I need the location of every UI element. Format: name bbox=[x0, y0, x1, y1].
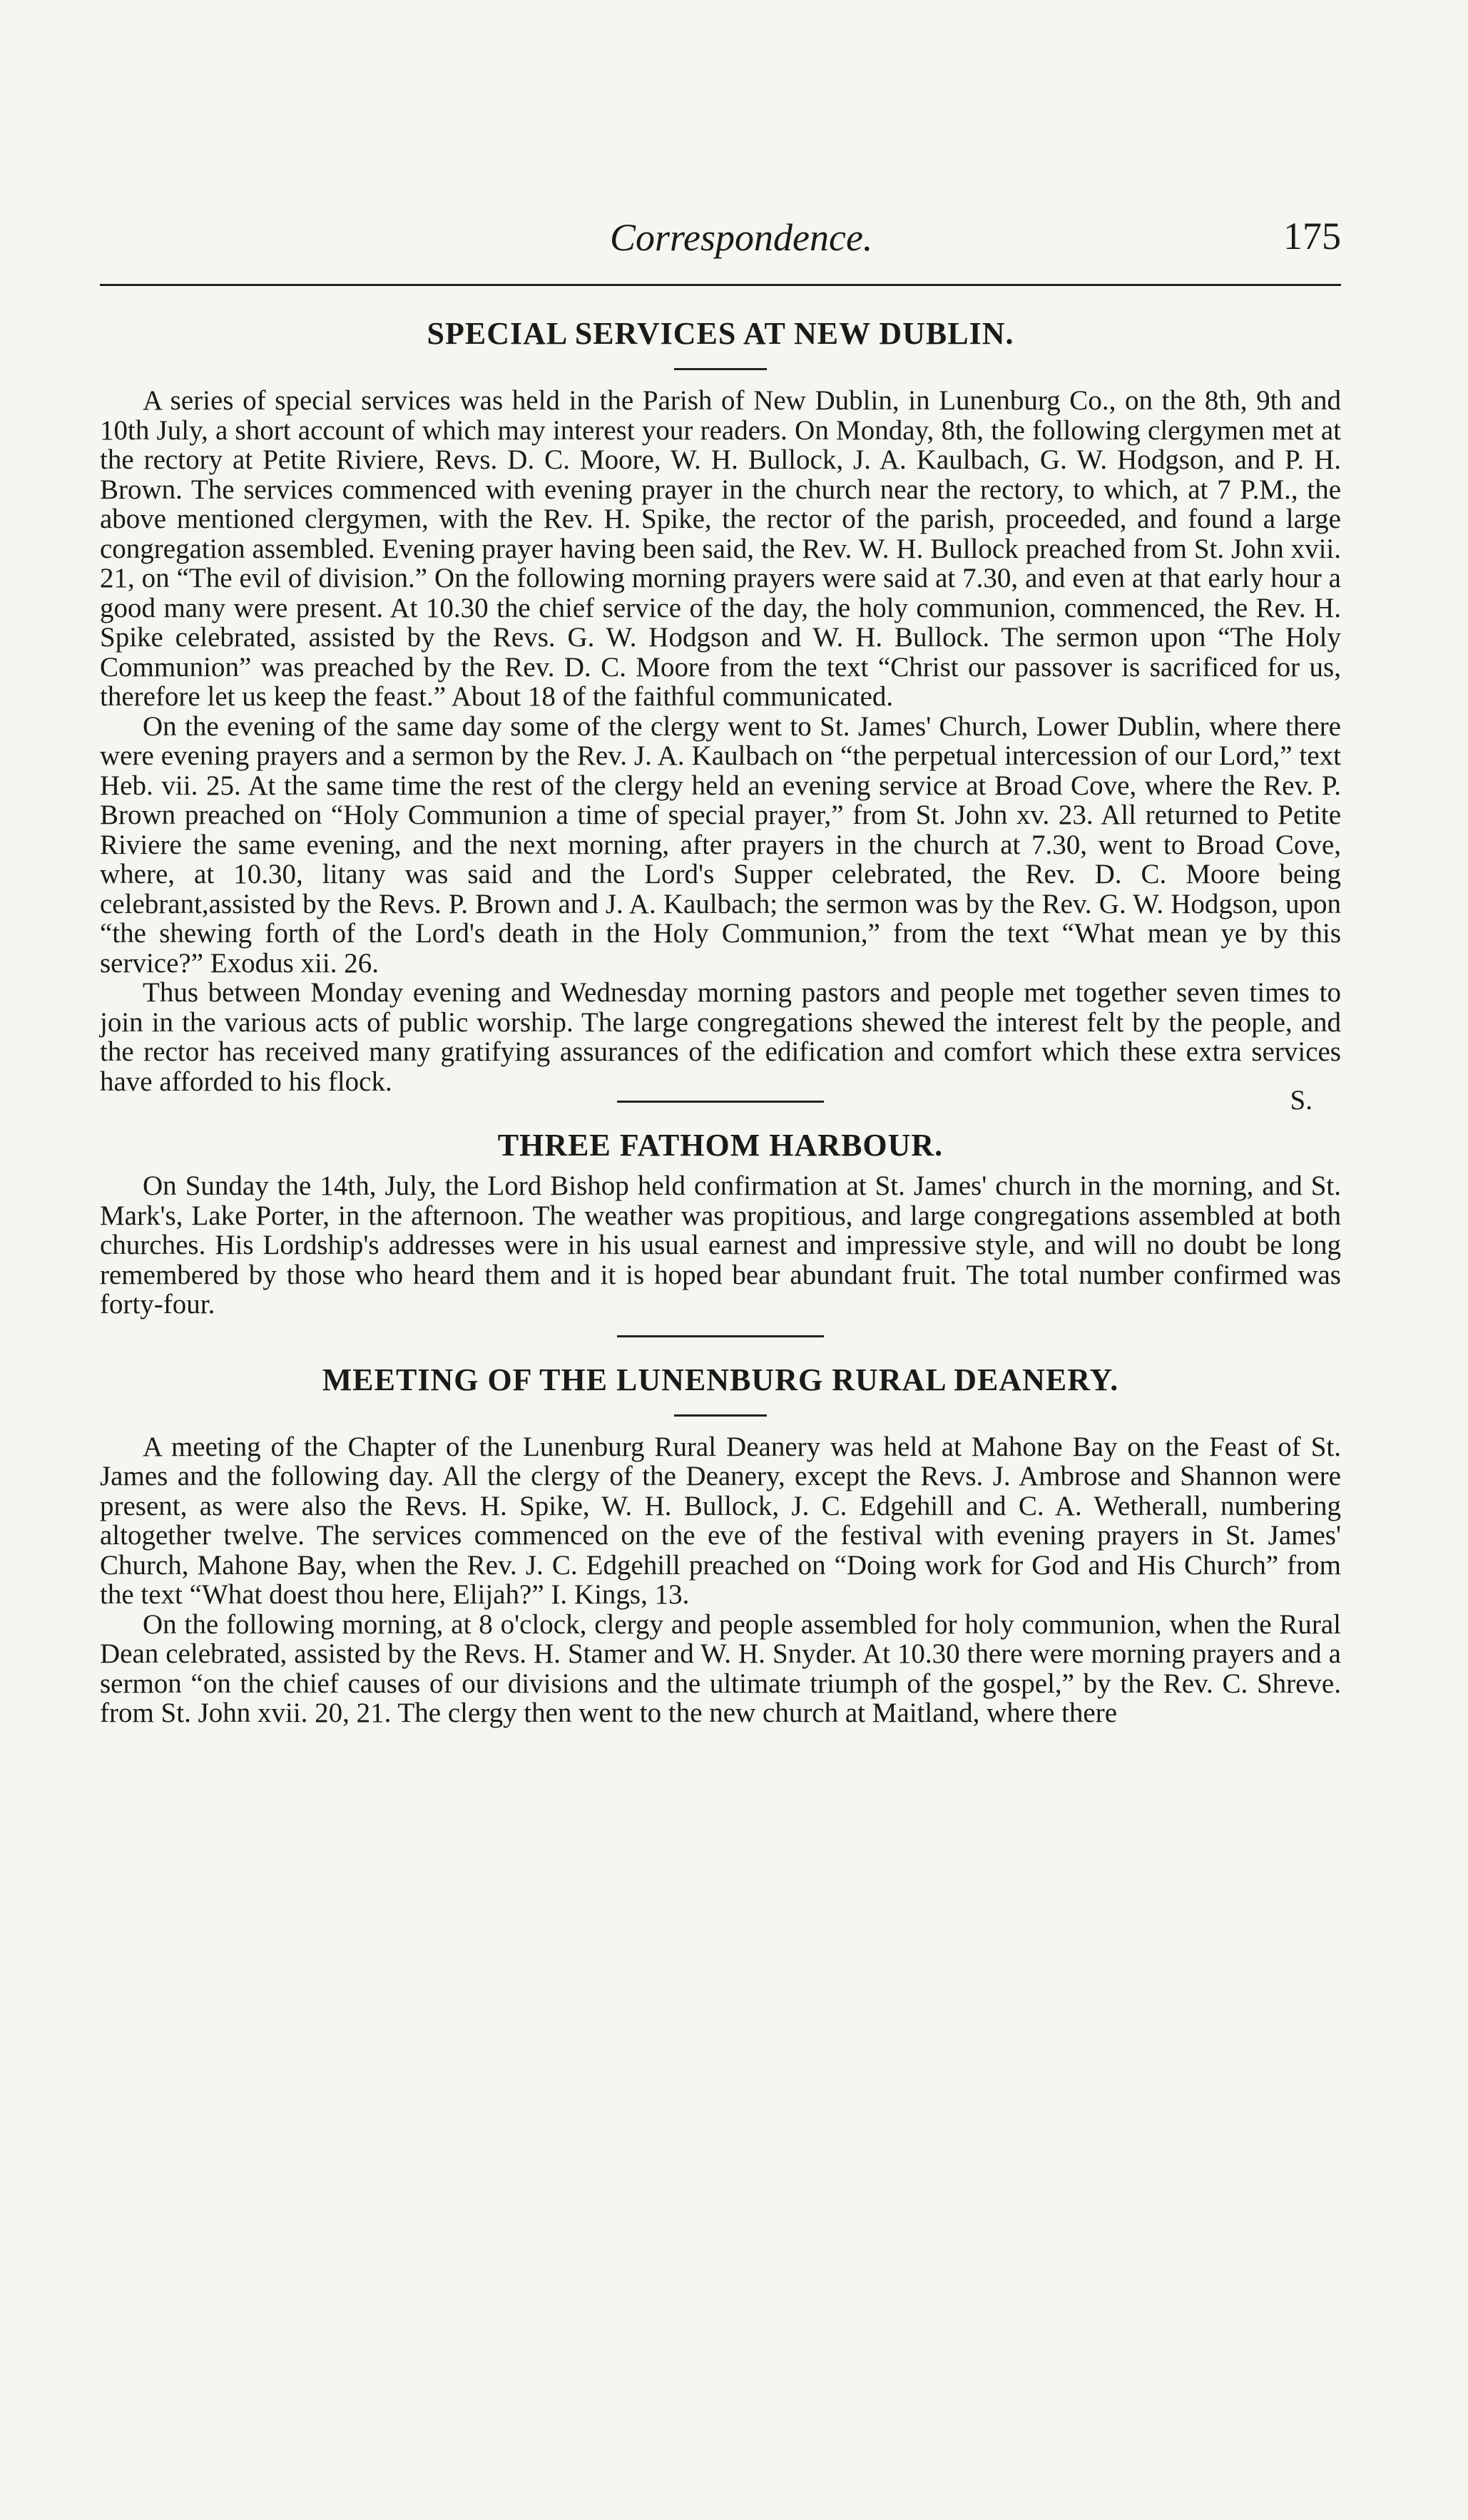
header-rule bbox=[100, 284, 1341, 286]
section-rural-deanery bbox=[100, 1359, 1341, 1728]
section-heading: THREE FATHOM HARBOUR. bbox=[497, 1128, 944, 1163]
section-heading: SPECIAL SERVICES AT NEW DUBLIN. bbox=[427, 316, 1014, 351]
heading-rule bbox=[674, 368, 767, 370]
section-heading: MEETING OF THE LUNENBURG RURAL DEANERY. bbox=[322, 1362, 1119, 1397]
section-three-fathom-harbour bbox=[100, 1124, 1341, 1320]
signature: S. bbox=[1290, 1085, 1312, 1116]
paragraph: A series of special services was held in the Parish of New Dublin, in Lunenburg Co., on the 8th, 9th and 10th July, a short account of which may interest your readers. On Monday, 8th, the following clergymen met at the rectory at Petite Riviere, Revs. D. C. Moore, W. H. Bullock, J. A. Kaulbach, G. W. Hodgson, and P. H. Brown. The services commenced with evening prayer in the church near the rectory, to which, at 7 P.M., the above mentioned clergymen, with the Rev. H. Spike, the rector of the parish, proceeded, and found a large congregation assembled. Evening prayer having been said, the Rev. W. H. Bullock preached from St. John xvii. 21, on “The evil of division.” On the following morning prayers were said at 7.30, and even at that early hour a good many were present. At 10.30 the chief service of the day, the holy communion, commenced, the Rev. H. Spike celebrated, assisted by the Revs. G. W. Hodgson and W. H. Bullock. The sermon upon “The Holy Communion” was preached by the Rev. D. C. Moore from the text “Christ our passover is sacrificed for us, therefore let us keep the feast.” About 18 of the faithful communicated. bbox=[100, 385, 1341, 712]
paragraph: On the following morning, at 8 o'clock, clergy and people assembled for holy communion, when the Rural Dean celebrated, assisted by the Revs. H. Stamer and W. H. Snyder. At 10.30 there were morning prayers and a sermon “on the chief causes of our divisions and the ultimate triumph of the gospel,” by the Rev. C. Shreve. from St. John xvii. 20, 21. The clergy then went to the new church at Maitland, where there bbox=[100, 1608, 1341, 1728]
paragraph: Thus between Monday evening and Wednesday morning pastors and people met together seven times to join in the various acts of public worship. The large congregations shewed the interest felt by the people, and the rector has received many gratifying assurances of the edification and comfort which these extra services have afforded to his flock. bbox=[100, 977, 1341, 1097]
page-number: 175 bbox=[1283, 215, 1341, 257]
section-separator bbox=[617, 1335, 824, 1337]
paragraph: On the evening of the same day some of the clergy went to St. James' Church, Lower Dublin, where there were evening prayers and a sermon by the Rev. J. A. Kaulbach on “the perpetual intercession of our Lord,” text Heb. vii. 25. At the same time the rest of the clergy held an evening service at Broad Cove, where the Rev. P. Brown preached on “Holy Communion a time of special prayer,” from St. John xv. 23. All returned to Petite Riviere the same evening, and the next morning, after prayers in the church at 7.30, went to Broad Cove, where, at 10.30, litany was said and the Lord's Supper celebrated, the Rev. D. C. Moore being celebrant,assisted by the Revs. P. Brown and J. A. Kaulbach; the sermon was by the Rev. G. W. Hodgson, upon “the shewing forth of the Lord's death in the Holy Communion,” from the text “What mean ye by this service?” Exodus xii. 26. bbox=[100, 710, 1341, 979]
heading-rule bbox=[674, 1414, 767, 1417]
article-body bbox=[100, 312, 1341, 1728]
running-title: Correspondence. bbox=[610, 216, 873, 259]
paragraph: On Sunday the 14th, July, the Lord Bishop held confirmation at St. James' church in the morning, and St. Mark's, Lake Porter, in the afternoon. The weather was propitious, and large congregations assembled at both churches. His Lordship's addresses were in his usual earnest and impressive style, and will no doubt be long remembered by those who heard them and it is hoped bear abundant fruit. The total number confirmed was forty-four. bbox=[100, 1170, 1341, 1320]
section-separator bbox=[617, 1101, 824, 1103]
section-new-dublin bbox=[100, 312, 1341, 1118]
running-header bbox=[100, 214, 1341, 264]
paragraph: A meeting of the Chapter of the Lunenburg Rural Deanery was held at Mahone Bay on the Feast of St. James and the following day. All the clergy of the Deanery, except the Revs. J. Ambrose and Shannon were present, as were also the Revs. H. Spike, W. H. Bullock, J. C. Edgehill and C. A. Wetherall, numbering altogether twelve. The services commenced on the eve of the festival with evening prayers in St. James' Church, Mahone Bay, when the Rev. J. C. Edgehill preached on “Doing work for God and His Church” from the text “What doest thou here, Elijah?” I. Kings, 13. bbox=[100, 1431, 1341, 1610]
